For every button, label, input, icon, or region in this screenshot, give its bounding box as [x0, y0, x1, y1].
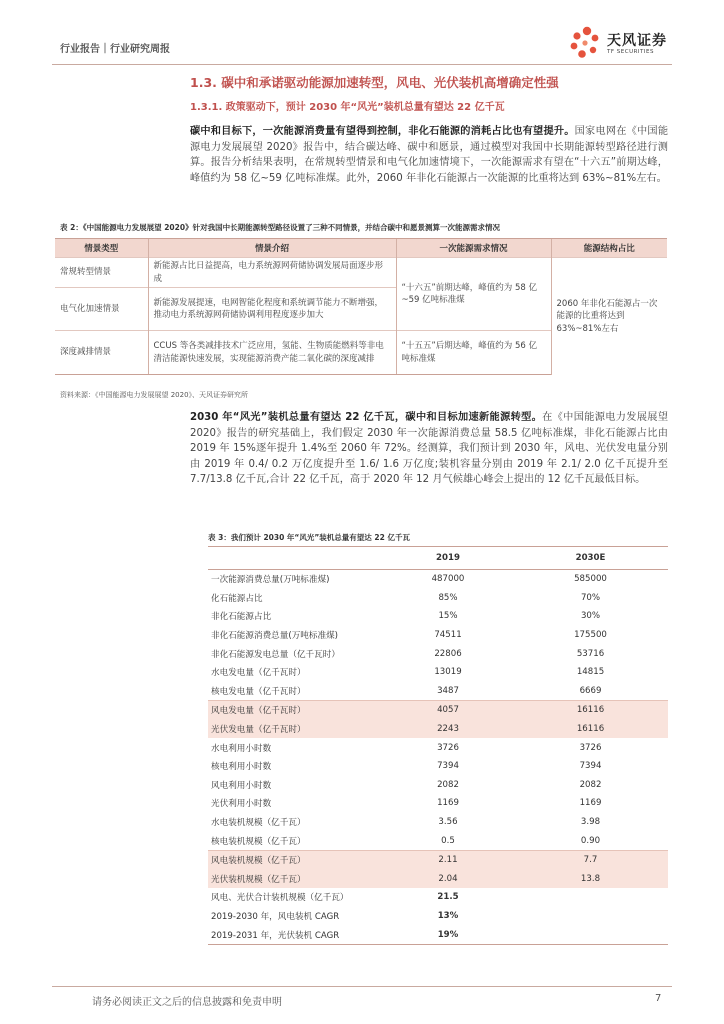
table-row	[208, 663, 668, 682]
table-row	[208, 757, 668, 776]
table-row	[208, 644, 668, 663]
table-3-header-2019: 2019	[383, 547, 513, 570]
row-label: 水电装机规模（亿千瓦）	[211, 818, 306, 829]
paragraph-2-body: 在《中国能源电力发展展望 2020》报告的研究基础上，我们假定 2030 年一次能源消费总量 58.5 亿吨标准煤，非化石能源占比由 2019 年 15%逐年提升 1.4%至 2060 年 72%。经测算，我们预计到 2030 年，风电、光伏发电量分别由 2019 年 0.4/ 0.2 万亿度提升至 1.6/ 1.6 万亿度;装机容量分别由 2019 年 2.1/ 2.0 亿千瓦提升至 7.7/13.8 亿千瓦,合计 22 亿千瓦，高于 2020 年 12 月气候雄心峰会上提出的 12 亿千瓦最低目标。	[190, 412, 669, 486]
table-2-intro: 新能源发展提速，电网智能化程度和系统调节能力不断增强，推动电力系统源网荷储协调利用程度逐步加大	[148, 288, 396, 331]
summary-label: 风电、光伏合计装机规模（亿千瓦）	[211, 893, 349, 904]
subsection-heading: 1.3.1. 政策驱动下，预计 2030 年“风光”装机总量有望达 22 亿千瓦	[190, 102, 505, 113]
paragraph-2-lead: 2030 年“风光”装机总量有望达 22 亿千瓦，碳中和目标加速新能源转型。	[190, 412, 543, 423]
table-row	[208, 870, 668, 889]
page-number: 7	[655, 993, 662, 1004]
table-2-type: 电气化加速情景	[55, 288, 148, 331]
value-2030: 0.90	[580, 835, 601, 846]
paragraph-1	[190, 124, 668, 186]
table-row	[208, 776, 668, 795]
footer-rule	[52, 986, 672, 987]
value-2030: 53716	[576, 648, 605, 659]
table-2-intro: CCUS 等各类减排技术广泛应用，氢能、生物质能燃料等非电清洁能源快速发展，实现能源消费产能二氧化碳的深度减排	[148, 331, 396, 375]
summary-label: 2019-2030 年，风电装机 CAGR	[211, 911, 340, 922]
table-2-header: 一次能源需求情况	[396, 239, 551, 258]
value-2030: 3.98	[580, 817, 601, 828]
row-label: 非化石能源发电总量（亿千瓦时）	[211, 649, 340, 660]
header-rule	[52, 64, 672, 65]
summary-empty	[513, 925, 668, 944]
report-category: 行业报告｜行业研究周报	[60, 44, 170, 55]
row-label: 核电发电量（亿千瓦时）	[211, 686, 306, 697]
table-row	[208, 720, 668, 739]
value-2030: 585000	[574, 574, 607, 585]
value-2019: 85%	[438, 592, 458, 603]
table-2-type: 深度减排情景	[55, 331, 148, 375]
value-2030: 7394	[579, 761, 602, 772]
value-2030: 1169	[579, 798, 602, 809]
table-row	[208, 738, 668, 757]
value-2019: 7394	[437, 761, 459, 772]
value-2030: 30%	[580, 611, 601, 622]
row-label: 非化石能源消费总量(万吨标准煤)	[211, 631, 339, 642]
row-label: 水电发电量（亿千瓦时）	[211, 668, 306, 679]
value-2030: 70%	[580, 592, 601, 603]
table-row	[208, 570, 668, 589]
value-2019: 2.11	[383, 850, 513, 869]
table-3-caption: 表 3：我们预计 2030 年“风光”装机总量有望达 22 亿千瓦	[208, 533, 410, 542]
summary-empty	[513, 907, 668, 926]
table-row	[208, 813, 668, 832]
summary-row	[208, 907, 668, 926]
value-2030: 14815	[576, 667, 605, 678]
row-label: 光伏发电量（亿千瓦时）	[208, 720, 383, 739]
summary-value: 13%	[437, 910, 459, 921]
footer-disclaimer: 请务必阅读正文之后的信息披露和免责申明	[92, 997, 282, 1008]
table-row	[208, 831, 668, 850]
value-2030: 16116	[513, 701, 668, 720]
row-label: 风电装机规模（亿千瓦）	[208, 850, 383, 869]
table-2-demand: “十五五”后期达峰，峰值约为 56 亿吨标准煤	[396, 331, 551, 375]
table-3-body	[208, 570, 668, 945]
row-label: 一次能源消费总量(万吨标准煤)	[211, 575, 330, 586]
table-2-type: 常规转型情景	[55, 258, 148, 288]
table-row	[208, 626, 668, 645]
value-2019: 4057	[383, 701, 513, 720]
table-2-caption: 表 2：《中国能源电力发展展望 2020》针对我国中长期能源转型路径设置了三种不同情景，并结合碳中和愿景测算一次能源需求情况	[60, 223, 501, 232]
value-2019: 2082	[437, 779, 459, 790]
value-2019: 3.56	[438, 817, 458, 828]
value-2030: 16116	[513, 720, 668, 739]
value-2030: 2082	[579, 779, 602, 790]
summary-row	[208, 925, 668, 944]
row-label: 非化石能源占比	[211, 612, 272, 623]
table-row	[208, 701, 668, 720]
value-2019: 74511	[434, 630, 462, 641]
table-3-header-2030: 2030E	[513, 547, 668, 570]
row-label: 核电装机规模（亿千瓦）	[211, 836, 306, 847]
value-2019: 487000	[431, 574, 465, 585]
value-2019: 3487	[437, 685, 459, 696]
paragraph-1-lead: 碳中和目标下，一次能源消费量有望得到控制，非化石能源的消耗占比也有望提升。	[190, 126, 575, 137]
paragraph-1-body: 国家电网在《中国能源电力发展展望 2020》报告中，结合碳达峰、碳中和愿景，通过模型对我国中长期能源转型路径进行测算。报告分析结果表明，在常规转型情景和电气化加速情境下，一次能源需求有望在“十六五”前期达峰，峰值约为 58 亿~59 亿吨标准煤。此外，2060 年非化石能源占一次能源的比重将达到 63%~81%左右。	[190, 126, 669, 184]
value-2019: 15%	[438, 611, 458, 622]
table-2-demand: “十六五”前期达峰，峰值约为 58 亿~59 亿吨标准煤	[396, 258, 551, 331]
table-2-intro: 新能源占比日益提高，电力系统源网荷储协调发展局面逐步形成	[148, 258, 396, 288]
value-2030: 6669	[579, 685, 602, 696]
table-2-structure: 2060 年非化石能源占一次能源的比重将达到 63%~81%左右	[551, 258, 667, 375]
table-row	[208, 589, 668, 608]
table-2-header: 情景类型	[55, 239, 148, 258]
row-label: 风电利用小时数	[211, 780, 272, 791]
row-label: 化石能源占比	[211, 593, 263, 604]
table-row	[208, 794, 668, 813]
table-2-source: 资料来源：《中国能源电力发展展望 2020》、天风证券研究所	[60, 391, 249, 399]
value-2019: 2243	[383, 720, 513, 739]
summary-empty	[513, 888, 668, 907]
logo-name: 天风证券	[607, 33, 667, 49]
summary-value: 21.5	[437, 892, 459, 903]
row-label: 光伏利用小时数	[211, 799, 272, 810]
summary-row	[208, 888, 668, 907]
row-label: 水电利用小时数	[211, 743, 272, 754]
row-label: 光伏装机规模（亿千瓦）	[208, 870, 383, 889]
table-3-header-label	[208, 547, 383, 570]
value-2030: 3726	[579, 742, 602, 753]
row-label: 风电发电量（亿千瓦时）	[208, 701, 383, 720]
value-2019: 22806	[434, 648, 462, 659]
table-2-header: 情景介绍	[148, 239, 396, 258]
value-2030: 175500	[574, 630, 607, 641]
value-2019: 13019	[434, 667, 462, 678]
table-3	[208, 546, 668, 945]
value-2030: 13.8	[513, 870, 668, 889]
logo-subtitle: TF SECURITIES	[607, 49, 654, 55]
section-heading: 1.3. 碳中和承诺驱动能源加速转型，风电、光伏装机高增确定性强	[190, 75, 559, 90]
summary-label: 2019-2031 年，光伏装机 CAGR	[208, 925, 383, 944]
table-2-header: 能源结构占比	[551, 239, 667, 258]
table-row	[208, 850, 668, 869]
value-2019: 1169	[437, 798, 459, 809]
table-2	[55, 238, 667, 375]
value-2030: 7.7	[513, 850, 668, 869]
logo	[565, 24, 675, 64]
value-2019: 0.5	[441, 835, 455, 846]
paragraph-2	[190, 410, 668, 488]
table-row	[208, 682, 668, 701]
row-label: 核电利用小时数	[211, 762, 272, 773]
value-2019: 3726	[437, 742, 459, 753]
table-row	[208, 607, 668, 626]
value-2019: 2.04	[383, 870, 513, 889]
logo-flower-icon	[565, 24, 605, 64]
summary-value: 19%	[383, 925, 513, 944]
